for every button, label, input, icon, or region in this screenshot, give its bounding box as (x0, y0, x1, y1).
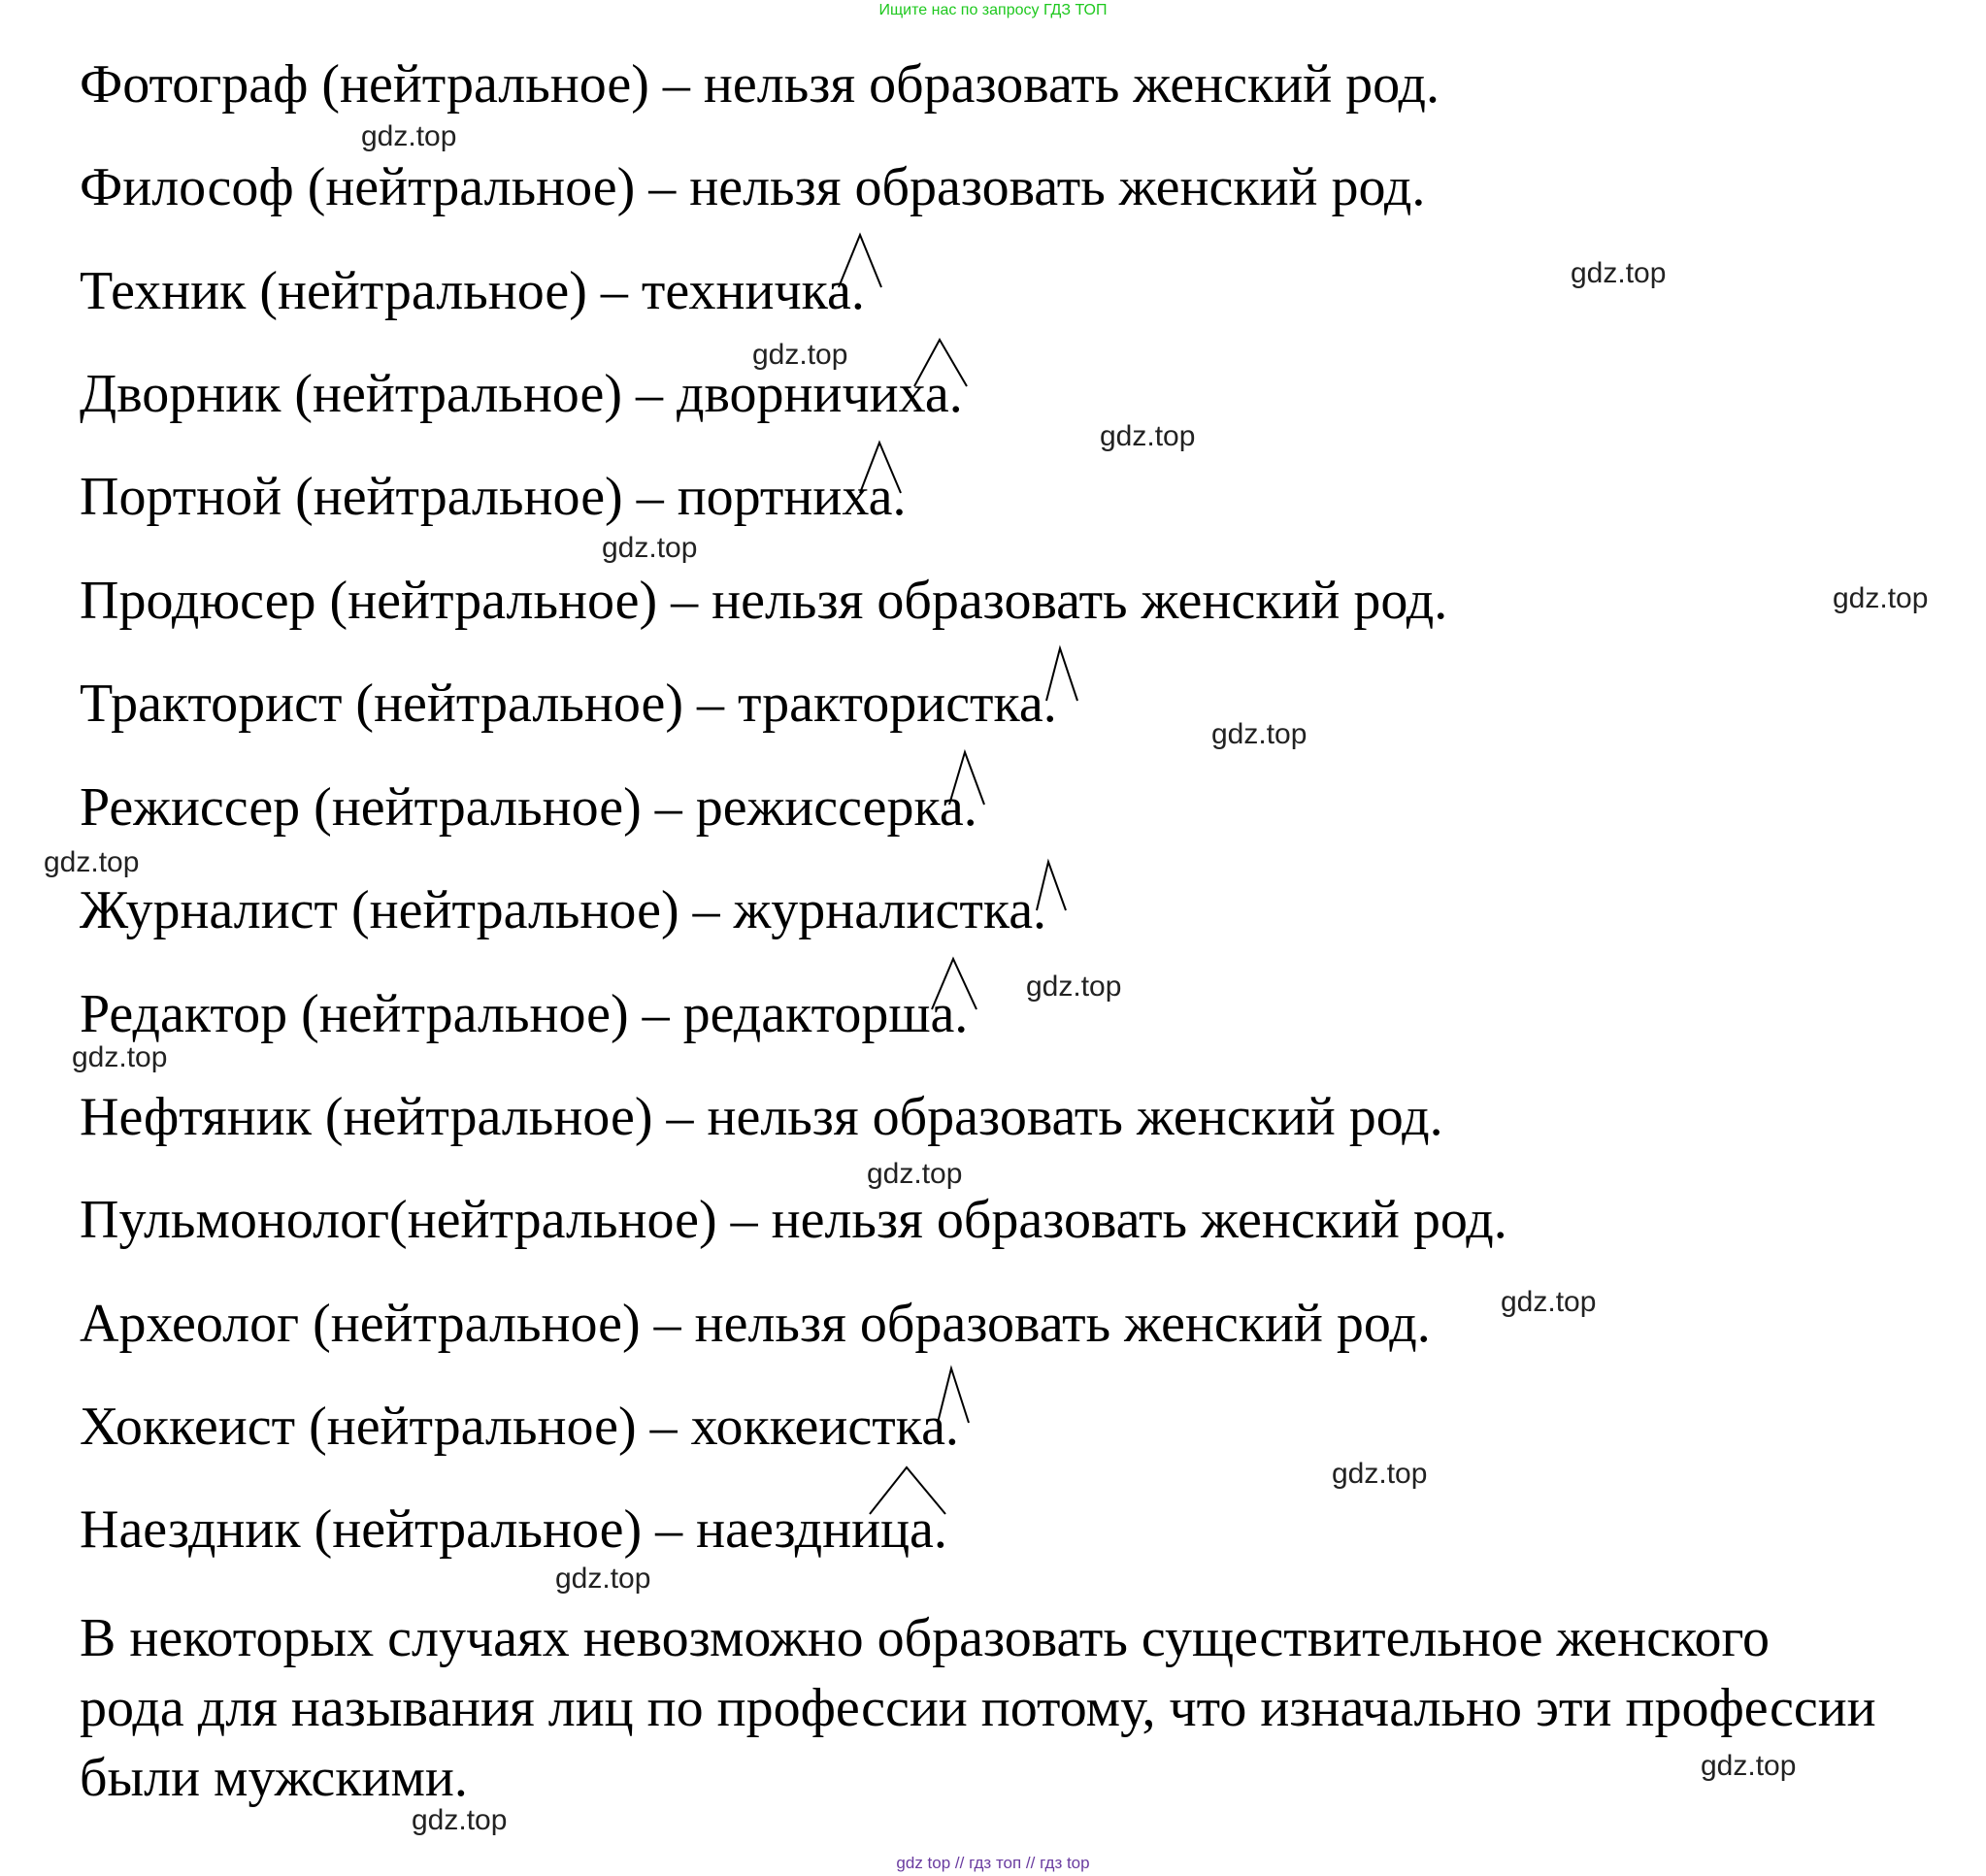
line-photographer: Фотограф (нейтральное) – нельзя образовать женский род. (80, 54, 1440, 115)
line-rider: Наездник (нейтральное) – наездница. (80, 1499, 947, 1560)
conclusion-line-3: были мужскими. (80, 1748, 468, 1808)
line-hockey-player: Хоккеист (нейтральное) – хоккеистка. (80, 1397, 959, 1457)
header-note[interactable]: Ищите нас по запросу ГДЗ ТОП (878, 2, 1108, 18)
watermark: gdz.top (1571, 257, 1667, 289)
watermark: gdz.top (72, 1041, 168, 1073)
watermark: gdz.top (44, 846, 140, 878)
line-pulmonologist: Пульмонолог(нейтральное) – нельзя образовать женский род. (80, 1190, 1507, 1250)
suffix-marker (1035, 860, 1074, 912)
line-director: Режиссер (нейтральное) – режиссерка. (80, 777, 977, 838)
suffix-marker (947, 750, 990, 806)
line-tractor-driver: Тракторист (нейтральное) – трактористка. (80, 674, 1057, 734)
watermark: gdz.top (752, 339, 848, 371)
watermark: gdz.top (1501, 1286, 1597, 1318)
line-tailor: Портной (нейтральное) – портниха. (80, 467, 907, 527)
line-oilman: Нефтяник (нейтральное) – нельзя образовать женский род. (80, 1087, 1443, 1147)
line-editor: Редактор (нейтральное) – редакторша. (80, 984, 969, 1044)
line-philosopher: Философ (нейтральное) – нельзя образовать женский род. (80, 157, 1426, 217)
watermark: gdz.top (867, 1158, 963, 1190)
watermark: gdz.top (1332, 1458, 1428, 1490)
conclusion-line-1: В некоторых случаях невозможно образовать существительное женского (80, 1608, 1771, 1668)
line-journalist: Журналист (нейтральное) – журналистка. (80, 880, 1047, 940)
suffix-marker (1044, 646, 1083, 703)
suffix-marker (858, 441, 907, 495)
suffix-marker (868, 1465, 949, 1516)
watermark: gdz.top (1026, 971, 1122, 1003)
suffix-marker (837, 233, 885, 289)
suffix-marker (930, 957, 982, 1011)
watermark: gdz.top (1833, 582, 1929, 614)
watermark: gdz.top (1100, 420, 1196, 452)
line-producer: Продюсер (нейтральное) – нельзя образовать женский род. (80, 571, 1448, 631)
watermark: gdz.top (1211, 718, 1307, 750)
watermark: gdz.top (412, 1804, 508, 1836)
suffix-marker (912, 338, 971, 388)
watermark: gdz.top (602, 532, 698, 564)
line-janitor: Дворник (нейтральное) – дворничиха. (80, 364, 963, 424)
watermark: gdz.top (361, 120, 457, 152)
line-archaeologist: Археолог (нейтральное) – нельзя образовать женский род. (80, 1294, 1431, 1354)
watermark: gdz.top (1701, 1750, 1797, 1782)
suffix-marker (936, 1366, 975, 1425)
line-technician: Техник (нейтральное) – техничка. (80, 261, 865, 321)
watermark: gdz.top (555, 1563, 651, 1595)
conclusion-line-2: рода для называния лиц по профессии потому, что изначально эти профессии (80, 1678, 1876, 1738)
footer-links[interactable]: gdz top // гдз топ // гдз top (896, 1854, 1090, 1872)
